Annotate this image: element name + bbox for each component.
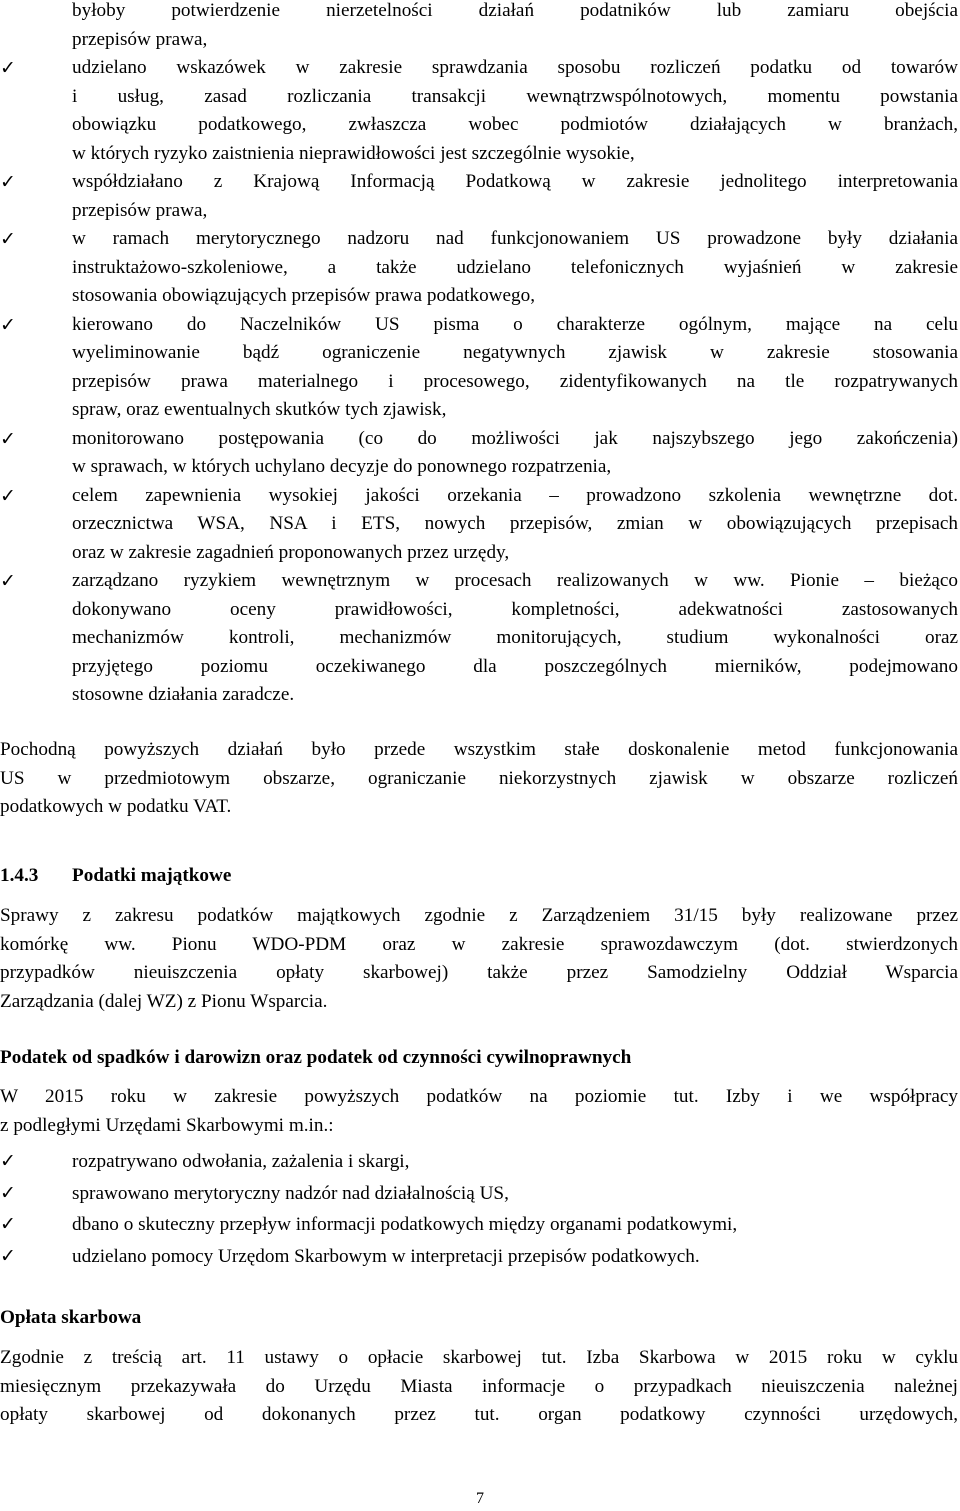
checkmark-icon: ✓ [0, 313, 16, 336]
summary-paragraph [0, 736, 958, 822]
paragraph-line: opłaty skarbowej od dokonanych przez tut. organ podatkowy czynności urzędowych, [0, 1404, 958, 1425]
checklist-item-line: stosowne działania zaradcze. [72, 684, 295, 705]
checklist-item-line: mechanizmów kontroli, mechanizmów monitorujących, studium wykonalności oraz [72, 627, 958, 648]
checklist-item-line: instruktażowo-szkoleniowe, a także udzielano telefonicznych wyjaśnień w zakresie [72, 256, 958, 278]
section-title: Podatki majątkowe [72, 865, 232, 886]
checklist-item-line: sprawowano merytoryczny nadzór nad działalnością US, [72, 1182, 509, 1204]
summary-line: US w przedmiotowym obszarze, ograniczanie niekorzystnych zjawisk w obszarze rozliczeń [0, 767, 958, 789]
section-number: 1.4.3 [0, 865, 39, 886]
checklist-item-line: spraw, oraz ewentualnych skutków tych zjawisk, [72, 399, 447, 420]
checklist-item-line: rozpatrywano odwołania, zażalenia i skargi, [72, 1151, 410, 1172]
checklist-item-line: przepisów prawa, [72, 199, 208, 221]
activity-checklist [0, 54, 958, 710]
checkmark-icon: ✓ [0, 171, 16, 193]
paragraph-line: przypadków nieuiszczenia opłaty skarbowej) także przez Samodzielny Oddział Wsparcia [0, 962, 958, 983]
property-taxes-paragraph [0, 902, 958, 1016]
checklist-item-line: kierowano do Naczelników US pisma o charakterze ogólnym, mające na celu [72, 313, 958, 335]
checklist-item [0, 225, 958, 311]
lead-paragraph [72, 0, 958, 54]
checklist-item-line: orzecznictwa WSA, NSA i ETS, nowych przepisów, zmian w obowiązujących przepisach [72, 513, 958, 534]
checklist-item [0, 311, 958, 425]
checkmark-icon: ✓ [0, 228, 16, 250]
checkmark-icon: ✓ [0, 1150, 16, 1172]
paragraph-line: komórkę ww. Pionu WDO-PDM oraz w zakresie sprawozdawczym (dot. stwierdzonych [0, 933, 958, 955]
checklist-item-line: dokonywano oceny prawidłowości, kompletności, adekwatności zastosowanych [72, 598, 958, 620]
paragraph-line: Zgodnie z treścią art. 11 ustawy o opłacie skarbowej tut. Izba Skarbowa w 2015 roku w cyklu [0, 1347, 958, 1368]
checklist-item-line: w sprawach, w których uchylano decyzje do ponownego rozpatrzenia, [72, 456, 612, 477]
checklist-item-line: w których ryzyko zaistnienia nieprawidłowości jest szczególnie wysokie, [72, 142, 635, 164]
checkmark-icon: ✓ [0, 57, 16, 79]
checklist-item-line: monitorowano postępowania (co do możliwości jak najszybszego jego zakończenia) [72, 427, 958, 449]
checklist-item-line: udzielano wskazówek w zakresie sprawdzania sposobu rozliczeń podatku od towarów [72, 57, 958, 78]
checklist-item-line: celem zapewnienia wysokiej jakości orzekania – prowadzono szkolenia wewnętrzne dot. [72, 484, 958, 506]
section-heading [0, 862, 958, 890]
stamp-duty-paragraph [0, 1344, 958, 1430]
checklist-item [0, 1178, 958, 1210]
inheritance-tax-heading: Podatek od spadków i darowizn oraz podatek od czynności cywilnoprawnych [0, 1047, 632, 1068]
paragraph-line: Zarządzania (dalej WZ) z Pionu Wsparcia. [0, 990, 328, 1012]
checklist-item [0, 567, 958, 710]
checklist-item-line: zarządzano ryzykiem wewnętrznym w procesach realizowanych w ww. Pionie – bieżąco [72, 570, 958, 591]
inheritance-tax-paragraph [0, 1083, 958, 1140]
stamp-duty-heading: Opłata skarbowa [0, 1307, 142, 1328]
checklist-item [0, 482, 958, 568]
checklist-item-line: współdziałano z Krajową Informacją Podatkową w zakresie jednolitego interpretowania [72, 171, 958, 192]
checkmark-icon: ✓ [0, 570, 16, 592]
checkmark-icon: ✓ [0, 1213, 16, 1235]
checklist-item [0, 1241, 958, 1273]
lead-line: przepisów prawa, [72, 28, 208, 50]
lead-line: byłoby potwierdzenie nierzetelności działań podatników lub zamiaru obejścia [72, 0, 958, 21]
checklist-item-line: obowiązku podatkowego, zwłaszcza wobec podmiotów działających w branżach, [72, 114, 958, 135]
checklist-item-line: stosowania obowiązujących przepisów prawa podatkowego, [72, 285, 536, 306]
checklist-item-line: przyjętego poziomu oczekiwanego dla poszczególnych mierników, podejmowano [72, 655, 958, 677]
checkmark-icon: ✓ [0, 1244, 16, 1267]
checklist-item-line: dbano o skuteczny przepływ informacji podatkowych między organami podatkowymi, [72, 1214, 738, 1235]
inheritance-tax-checklist [0, 1146, 958, 1272]
checkmark-icon: ✓ [0, 1181, 16, 1204]
checkmark-icon: ✓ [0, 484, 16, 507]
checklist-item [0, 425, 958, 482]
checkmark-icon: ✓ [0, 427, 16, 450]
checklist-item-line: wyeliminowanie bądź ograniczenie negatywnych zjawisk w zakresie stosowania [72, 342, 958, 363]
paragraph-line: Sprawy z zakresu podatków majątkowych zgodnie z Zarządzeniem 31/15 były realizowane przez [0, 905, 958, 926]
paragraph-line: miesięcznym przekazywała do Urzędu Miasta informacje o przypadkach nieuiszczenia należnej [0, 1375, 958, 1397]
checklist-item-line: w ramach merytorycznego nadzoru nad funkcjonowaniem US prowadzone były działania [72, 228, 958, 249]
page-number: 7 [476, 1490, 484, 1507]
checklist-item [0, 168, 958, 225]
checklist-item [0, 1146, 958, 1178]
checklist-item-line: udzielano pomocy Urzędom Skarbowym w interpretacji przepisów podatkowych. [72, 1245, 700, 1267]
checklist-item [0, 54, 958, 168]
paragraph-line: W 2015 roku w zakresie powyższych podatków na poziomie tut. Izby i we współpracy [0, 1086, 958, 1107]
checklist-item-line: i usług, zasad rozliczania transakcji wewnątrzwspólnotowych, momentu powstania [72, 85, 958, 107]
paragraph-line: z podległymi Urzędami Skarbowymi m.in.: [0, 1114, 334, 1136]
summary-line: Pochodną powyższych działań było przede wszystkim stałe doskonalenie metod funkcjonowania [0, 739, 958, 760]
checklist-item [0, 1209, 958, 1241]
checklist-item-line: oraz w zakresie zagadnień proponowanych przez urzędy, [72, 541, 510, 563]
checklist-item-line: przepisów prawa materialnego i procesowego, zidentyfikowanych na tle rozpatrywanych [72, 370, 958, 392]
summary-line: podatkowych w podatku VAT. [0, 796, 232, 817]
